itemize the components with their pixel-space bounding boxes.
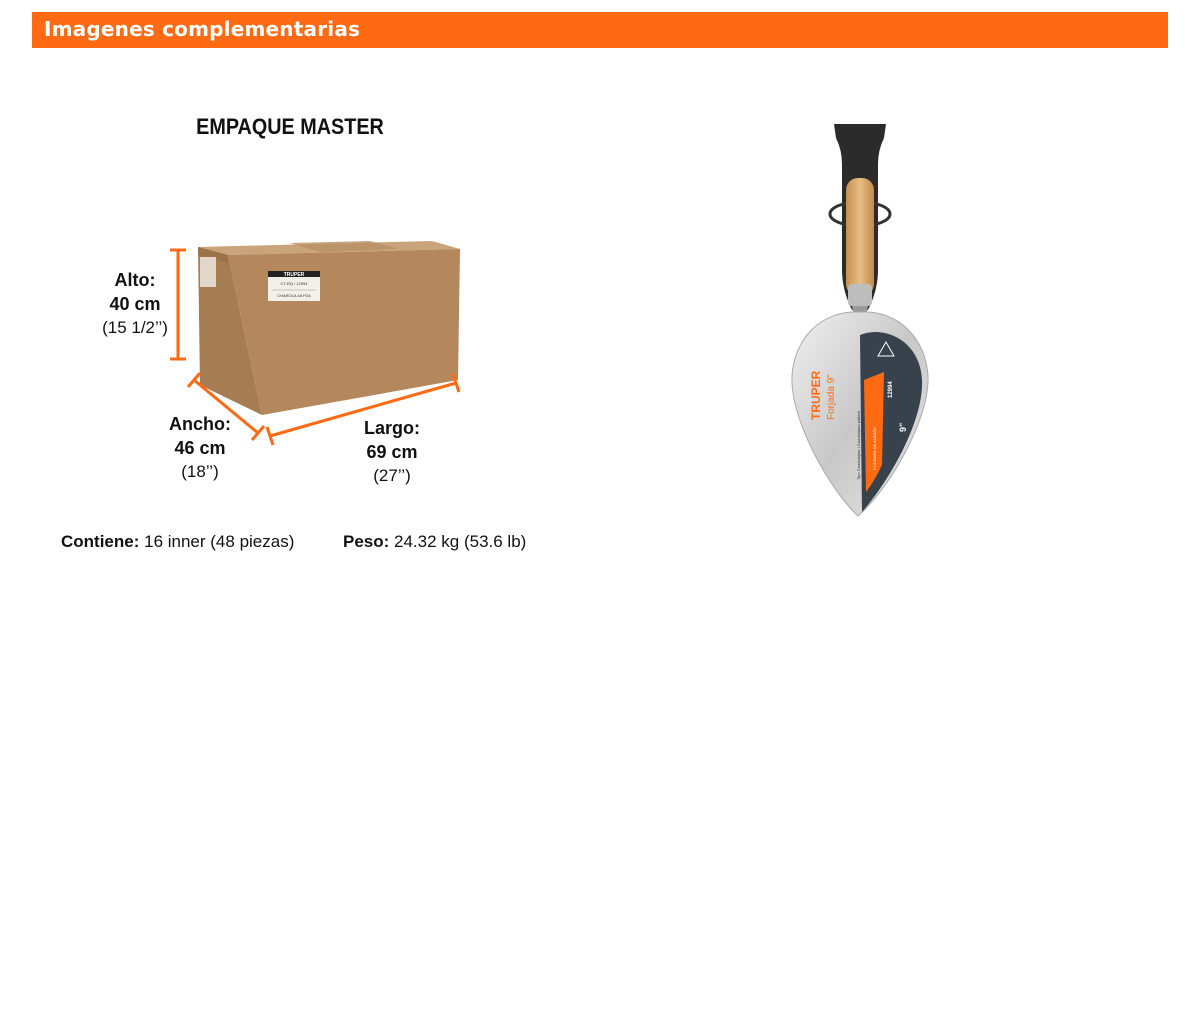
trowel-code: 12994: [888, 381, 894, 398]
trowel-name: Forjada 9": [826, 374, 837, 420]
contiene-label: Contiene:: [61, 532, 140, 551]
header-bar: [32, 12, 1168, 48]
ancho-inches: (18’’): [181, 462, 219, 481]
peso-label: Peso:: [343, 532, 390, 551]
header-title: Imagenes complementarias: [44, 17, 361, 41]
alto-label-group: [95, 268, 175, 340]
trowel-brand: TRUPER: [809, 370, 823, 420]
largo-inches: (27’’): [373, 466, 411, 485]
section-title: EMPAQUE MASTER: [196, 114, 384, 139]
largo-value: 69 cm: [366, 442, 418, 462]
contiene-value: 16 inner (48 piezas): [139, 532, 295, 551]
ancho-label: Ancho:: [169, 414, 231, 434]
trowel-badge: CUCHARA DE ALBAÑIL: [872, 426, 877, 470]
alto-value: 40 cm: [109, 294, 161, 314]
contiene-info: [61, 532, 294, 552]
alto-label: Alto:: [114, 270, 156, 290]
peso-info: [343, 532, 526, 552]
largo-label-group: [352, 416, 432, 488]
ancho-label-group: [160, 412, 240, 484]
alto-inches: (15 1/2’’): [102, 318, 168, 337]
trowel-pattern: Tipo Guadalajara | Guadalajara pattern: [856, 410, 861, 480]
box-label-line2: CHAROLA 48 PZA: [277, 293, 311, 298]
box-brand: TRUPER: [283, 272, 305, 278]
ancho-value: 46 cm: [174, 438, 226, 458]
box-label-line1: CT-RQ / 12994: [280, 281, 308, 286]
largo-label: Largo:: [364, 418, 420, 438]
trowel-product-image: [780, 120, 940, 520]
peso-value: 24.32 kg (53.6 lb): [389, 532, 527, 551]
trowel-size: 9": [898, 422, 908, 432]
